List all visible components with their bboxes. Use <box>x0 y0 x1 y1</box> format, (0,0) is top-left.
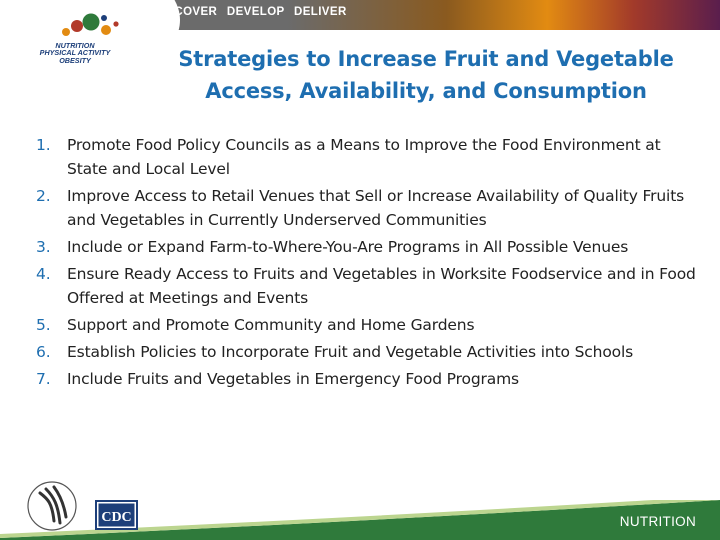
strategy-list <box>36 133 696 394</box>
header-tagline: DISCOVER DEVELOP DELIVER <box>154 6 347 18</box>
list-item <box>36 313 696 337</box>
logo-dots-icon <box>58 10 122 42</box>
item-number: 3. <box>36 238 51 256</box>
item-number: 1. <box>36 136 51 154</box>
item-text: Include Fruits and Vegetables in Emergency Food Programs <box>67 370 519 388</box>
cdc-logo-text: CDC <box>101 510 132 525</box>
list-item <box>36 262 696 310</box>
logo-line: NUTRITION <box>55 41 95 50</box>
item-text: Promote Food Policy Councils as a Means to Improve the Food Environment at State and Local Level <box>67 136 661 178</box>
hhs-eagle-logo <box>26 477 78 535</box>
logo-line: OBESITY <box>59 55 91 65</box>
list-item <box>36 235 696 259</box>
footer-label: NUTRITION <box>619 514 696 529</box>
list-item <box>36 184 696 232</box>
list-item <box>36 133 696 181</box>
item-number: 6. <box>36 343 51 361</box>
logo-line: PHYSICAL ACTIVITY <box>39 48 111 58</box>
list-item <box>36 340 696 364</box>
item-number: 4. <box>36 265 51 283</box>
item-text: Establish Policies to Incorporate Fruit and Vegetable Activities into Schools <box>67 343 634 361</box>
slide-title-line: Strategies to Increase Fruit and Vegetable <box>178 47 674 71</box>
item-text: Improve Access to Retail Venues that Sell or Increase Availability of Quality Fruits and Vegetables in Currently Underserved Communities <box>67 187 685 229</box>
item-number: 2. <box>36 187 51 205</box>
item-text: Support and Promote Community and Home Gardens <box>67 316 475 334</box>
slide-title <box>176 43 676 107</box>
list-item <box>36 367 696 391</box>
cdc-logo <box>95 500 138 530</box>
item-number: 5. <box>36 316 51 334</box>
npao-logo <box>20 4 168 84</box>
logo-wordmark <box>20 42 130 64</box>
item-number: 7. <box>36 370 51 388</box>
item-text: Include or Expand Farm-to-Where-You-Are Programs in All Possible Venues <box>67 238 629 256</box>
item-text: Ensure Ready Access to Fruits and Vegetables in Worksite Foodservice and in Food Offered at Meetings and Events <box>67 265 696 307</box>
slide-title-line: Access, Availability, and Consumption <box>205 79 647 103</box>
